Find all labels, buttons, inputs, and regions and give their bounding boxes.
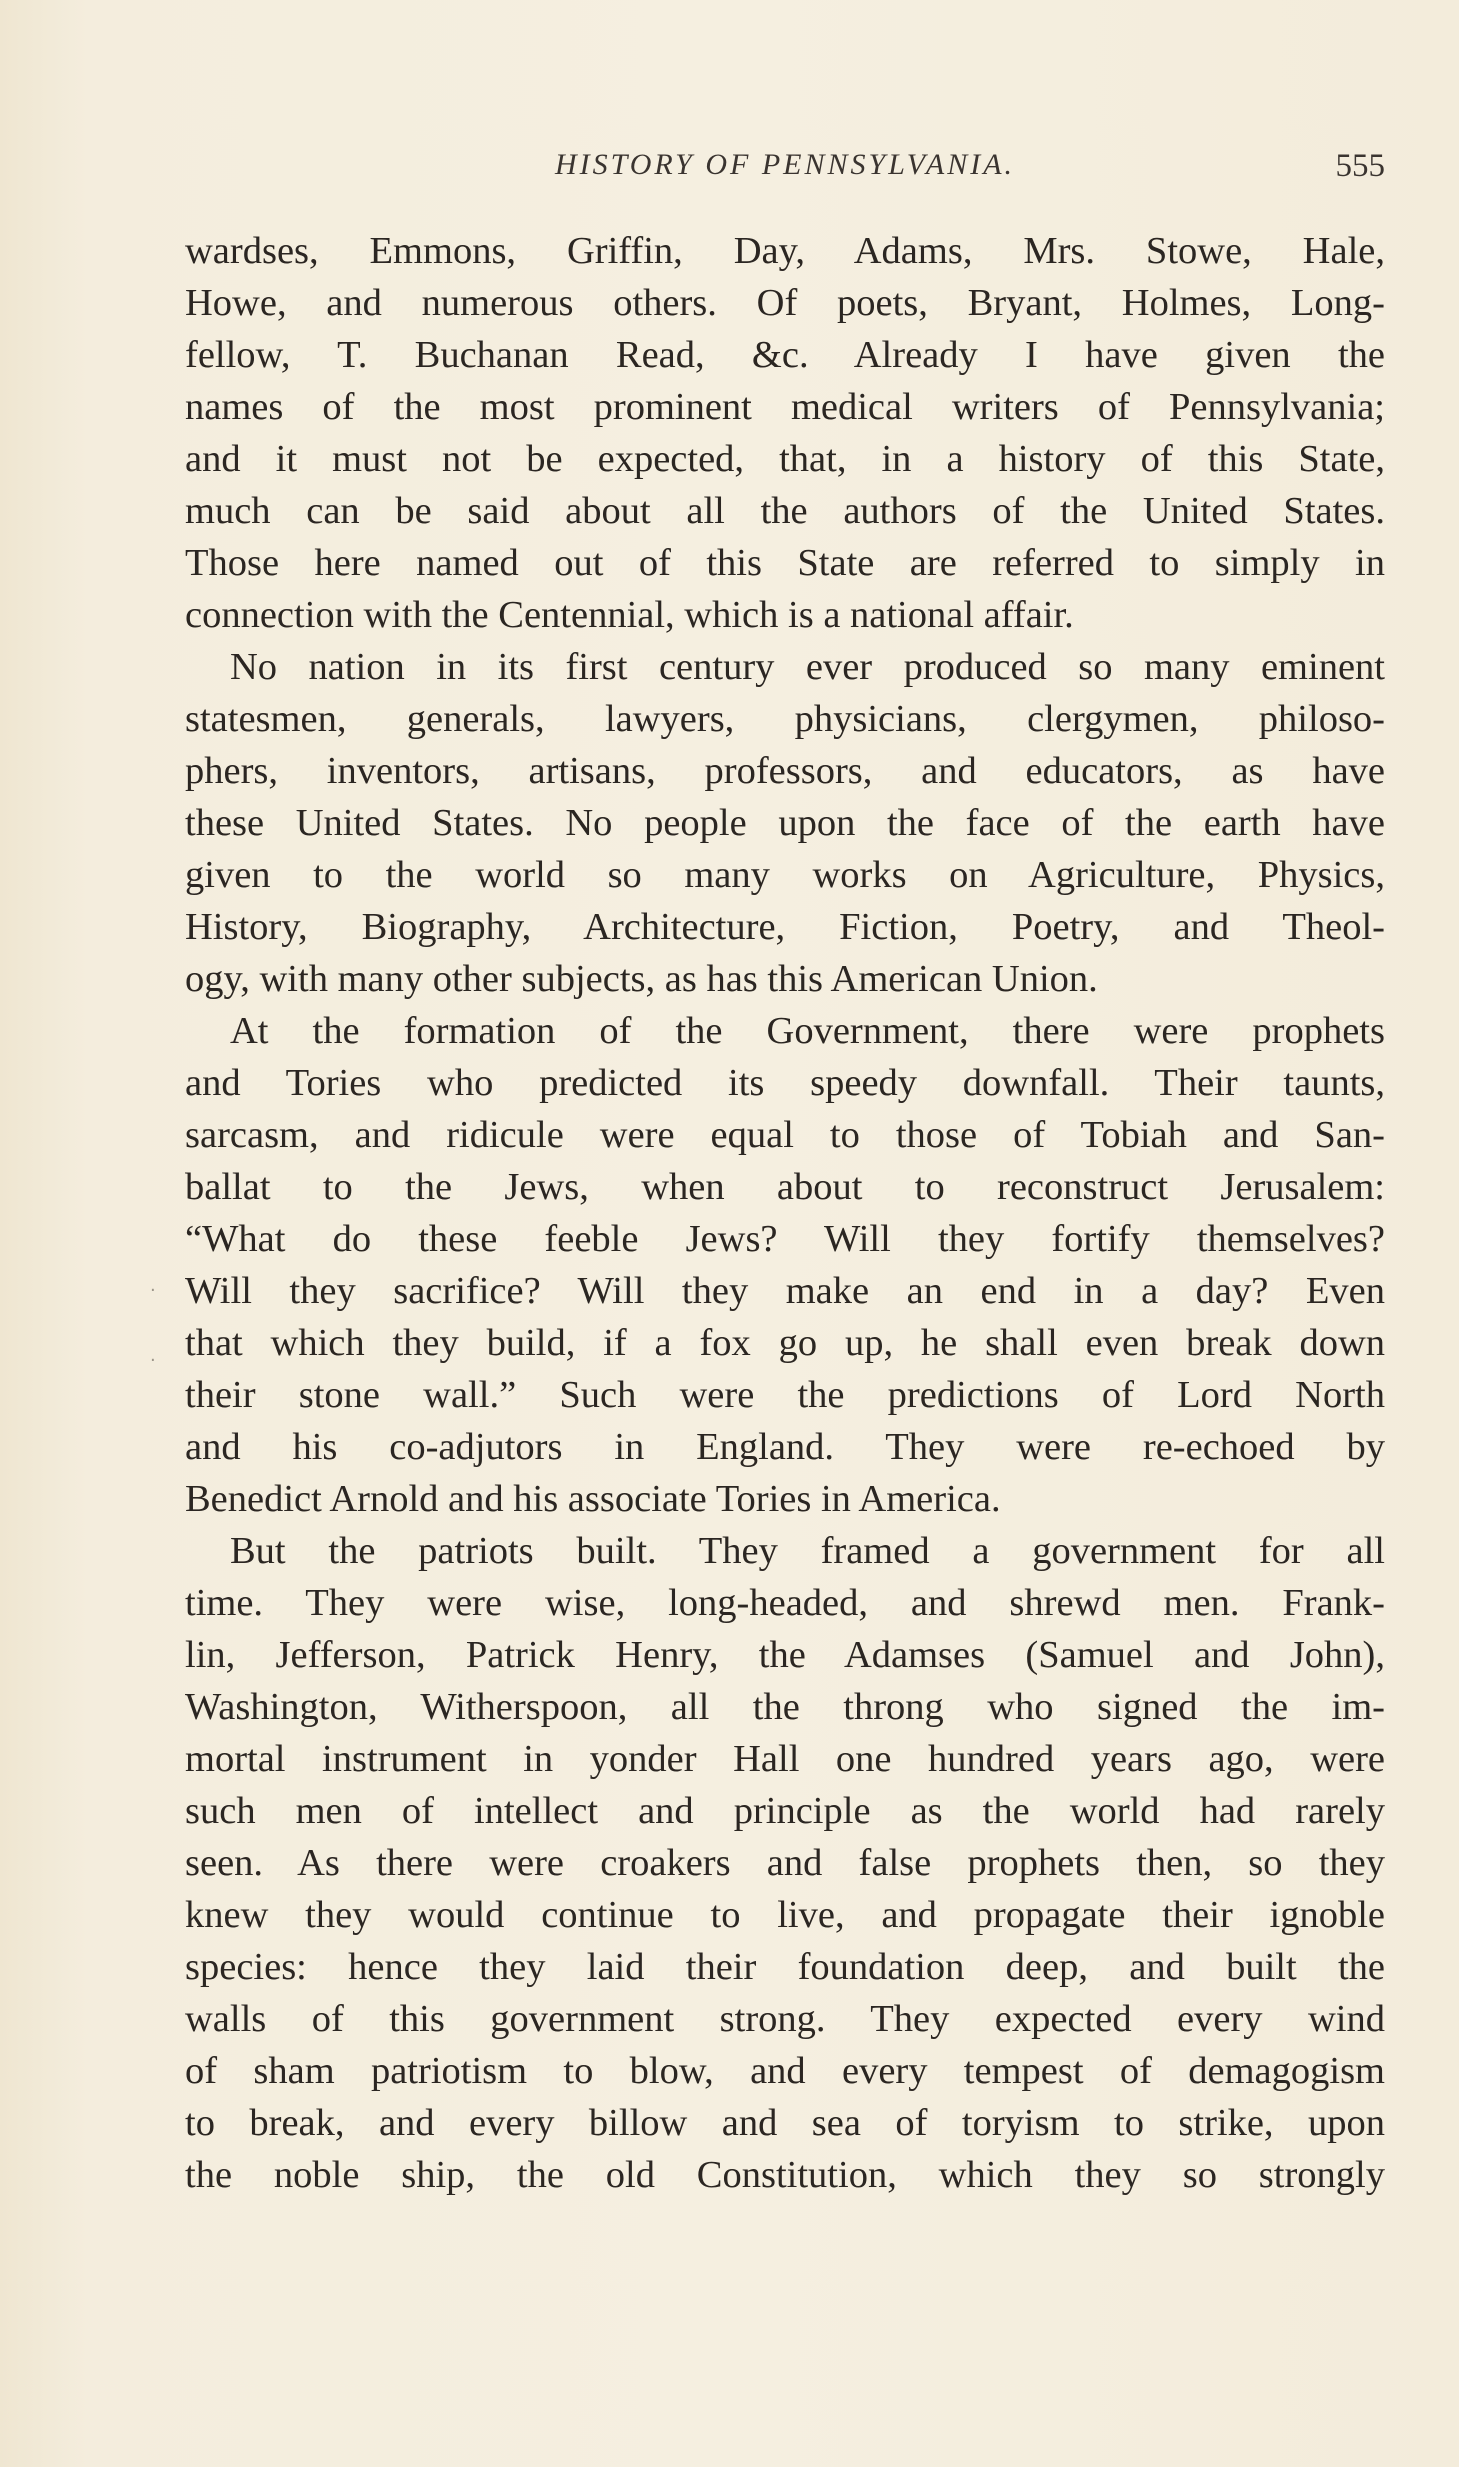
text-line: Those here named out of this State are referred to simply in bbox=[185, 542, 1385, 584]
running-head bbox=[185, 148, 1385, 192]
text-line: these United States. No people upon the face of the earth have bbox=[185, 802, 1385, 844]
text-line: sarcasm, and ridicule were equal to those of Tobiah and San- bbox=[185, 1114, 1385, 1156]
text-line: such men of intellect and principle as the world had rarely bbox=[185, 1790, 1385, 1832]
text-line: walls of this government strong. They expected every wind bbox=[185, 1998, 1385, 2040]
text-line: and it must not be expected, that, in a history of this State, bbox=[185, 438, 1385, 480]
text-line: But the patriots built. They framed a government for all bbox=[230, 1530, 1385, 1572]
text-line: Benedict Arnold and his associate Tories in America. bbox=[185, 1478, 1001, 1520]
paragraph bbox=[185, 641, 1385, 1005]
paragraph bbox=[185, 1525, 1385, 2201]
text-line: Washington, Witherspoon, all the throng who signed the im- bbox=[185, 1686, 1385, 1728]
text-line: the noble ship, the old Constitution, which they so strongly bbox=[185, 2154, 1385, 2196]
page-number: 555 bbox=[1335, 148, 1385, 184]
text-body bbox=[185, 225, 1385, 2201]
text-line: and his co-adjutors in England. They were re-echoed by bbox=[185, 1426, 1385, 1468]
text-line: knew they would continue to live, and propagate their ignoble bbox=[185, 1894, 1385, 1936]
text-line: At the formation of the Government, there were prophets bbox=[230, 1010, 1385, 1052]
text-line: names of the most prominent medical writers of Pennsylvania; bbox=[185, 386, 1385, 428]
text-line: to break, and every billow and sea of toryism to strike, upon bbox=[185, 2102, 1385, 2144]
text-line: Will they sacrifice? Will they make an end in a day? Even bbox=[185, 1270, 1385, 1312]
text-line: “What do these feeble Jews? Will they fortify themselves? bbox=[185, 1218, 1385, 1260]
running-title: HISTORY OF PENNSYLVANIA. bbox=[554, 148, 1016, 181]
text-line: that which they build, if a fox go up, he shall even break down bbox=[185, 1322, 1385, 1364]
text-line: of sham patriotism to blow, and every tempest of demagogism bbox=[185, 2050, 1385, 2092]
text-line: statesmen, generals, lawyers, physicians, clergymen, philoso- bbox=[185, 698, 1385, 740]
text-line: and Tories who predicted its speedy downfall. Their taunts, bbox=[185, 1062, 1385, 1104]
text-line: Howe, and numerous others. Of poets, Bryant, Holmes, Long- bbox=[185, 282, 1385, 324]
margin-dot-mark: · bbox=[150, 1280, 156, 1301]
text-line: mortal instrument in yonder Hall one hundred years ago, were bbox=[185, 1738, 1385, 1780]
text-line: lin, Jefferson, Patrick Henry, the Adamses (Samuel and John), bbox=[185, 1634, 1385, 1676]
text-line: given to the world so many works on Agriculture, Physics, bbox=[185, 854, 1385, 896]
text-line: fellow, T. Buchanan Read, &c. Already I have given the bbox=[185, 334, 1385, 376]
text-line: No nation in its first century ever produced so many eminent bbox=[230, 646, 1385, 688]
text-line: much can be said about all the authors of the United States. bbox=[185, 490, 1385, 532]
text-line: wardses, Emmons, Griffin, Day, Adams, Mrs. Stowe, Hale, bbox=[185, 230, 1385, 272]
text-line: time. They were wise, long-headed, and shrewd men. Frank- bbox=[185, 1582, 1385, 1624]
text-line: ogy, with many other subjects, as has this American Union. bbox=[185, 958, 1098, 1000]
margin-dot-mark-lower: · bbox=[150, 1350, 156, 1371]
text-line: ballat to the Jews, when about to reconstruct Jerusalem: bbox=[185, 1166, 1385, 1208]
text-line: phers, inventors, artisans, professors, and educators, as have bbox=[185, 750, 1385, 792]
paragraph bbox=[185, 225, 1385, 641]
paragraph bbox=[185, 1005, 1385, 1525]
text-line: connection with the Centennial, which is a national affair. bbox=[185, 594, 1074, 636]
text-line: species: hence they laid their foundation deep, and built the bbox=[185, 1946, 1385, 1988]
text-line: History, Biography, Architecture, Fiction, Poetry, and Theol- bbox=[185, 906, 1385, 948]
text-line: seen. As there were croakers and false prophets then, so they bbox=[185, 1842, 1385, 1884]
text-line: their stone wall.” Such were the predictions of Lord North bbox=[185, 1374, 1385, 1416]
